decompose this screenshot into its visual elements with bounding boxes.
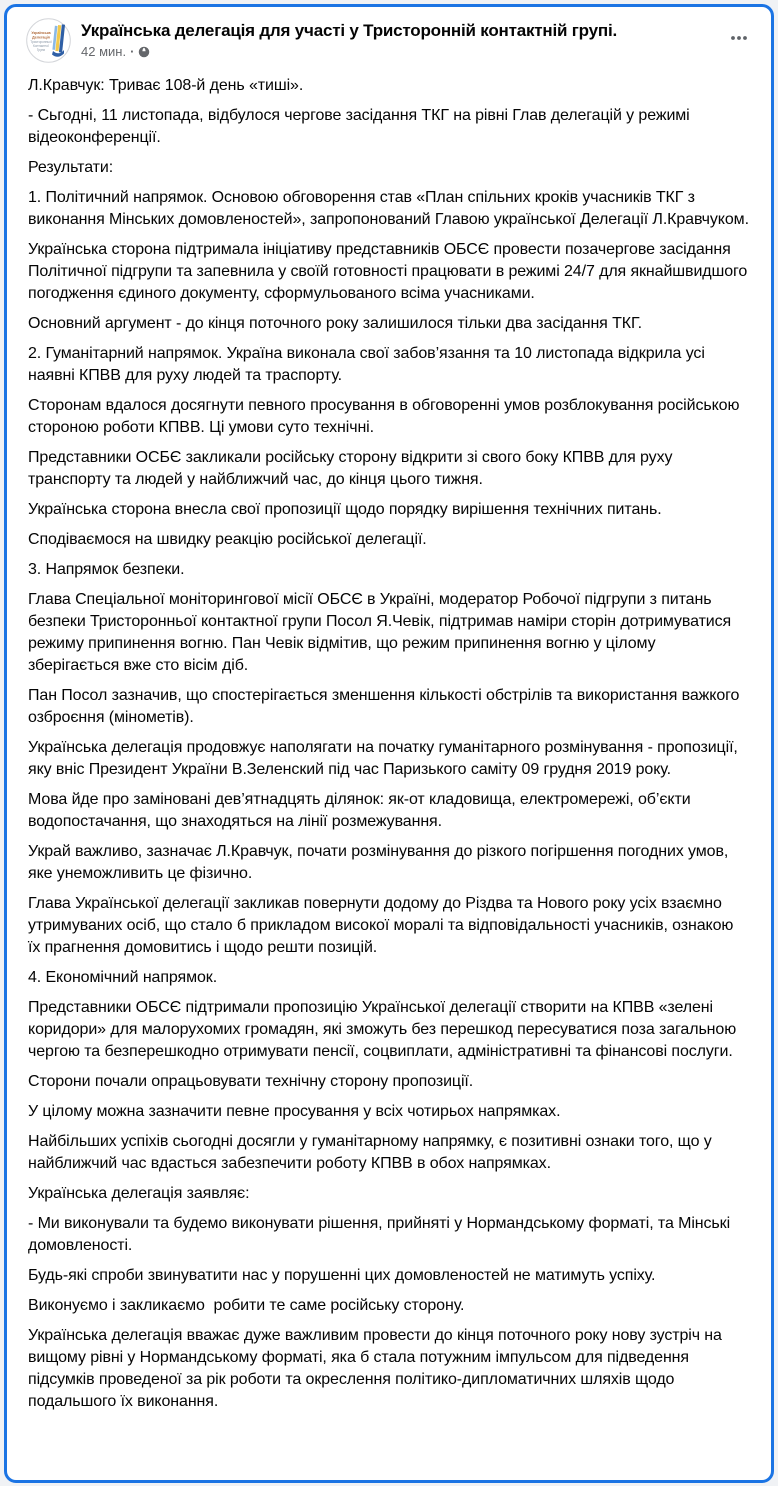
post-paragraph: Украй важливо, зазначає Л.Кравчук, почати розмінування до різкого погіршення погодних умов, яке унеможливить це фізично. — [28, 843, 733, 882]
svg-text:Групи: Групи — [36, 48, 46, 52]
post-paragraph: Л.Кравчук: Триває 108-й день «тиші». — [28, 77, 304, 94]
post-paragraph: Українська сторона внесла свої пропозиції щодо порядку вирішення технічних питань. — [28, 501, 662, 518]
post-paragraph: 3. Напрямок безпеки. — [28, 561, 185, 578]
post-body — [7, 63, 771, 1433]
post-paragraph: 1. Політичний напрямок. Основою обговорення став «План спільних кроків учасників ТКГ з виконання Мінських домовленостей», запропонований Главою української Делегації Л.Кравчуком. — [28, 189, 749, 228]
post-paragraph: Найбільших успіхів сьогодні досягли у гуманітарному напрямку, є позитивні ознаки того, що у найближчий час вдасться забезпечити роботу КПВВ в обох напрямках. — [28, 1133, 716, 1172]
post-paragraph: 4. Економічний напрямок. — [28, 969, 218, 986]
post-paragraph: Виконуємо і закликаємо робити те саме російську сторону. — [28, 1297, 465, 1314]
post-paragraph: 2. Гуманітарний напрямок. Україна виконала свої забов’язання та 10 листопада відкрила усі наявні КПВВ для руху людей та траспорту. — [28, 345, 710, 384]
post-paragraph: Сподіваємося на швидку реакцію російської делегації. — [28, 531, 427, 548]
post-paragraph: - Сьгодні, 11 листопада, відбулося чергове засідання ТКГ на рівні Глав делегацій у режимі відеоконференції. — [28, 107, 694, 146]
post-paragraph: Українська сторона підтримала ініціативу представників ОБСЄ провести позачергове засідання Політичної підгрупи та запевнила у своїй готовності працювати в режимі 24/7 для якнайшвидшого погодження єдиного документу, сформульованого всіма учасниками. — [28, 241, 752, 302]
post-header — [7, 7, 771, 63]
post-paragraph: Будь-які спроби звинуватити нас у порушенні цих домовленостей не матимуть успіху. — [28, 1267, 656, 1284]
post-paragraph: Мова йде про заміновані дев’ятнадцять ділянок: як-от кладовища, електромережі, об’єкти водопостачання, що знаходяться на лінії розмежування. — [28, 791, 695, 830]
post-paragraph: Українська делегація заявляє: — [28, 1185, 250, 1202]
svg-text:Делегація: Делегація — [32, 35, 50, 40]
svg-text:Тристоронньої: Тристоронньої — [30, 40, 52, 44]
globe-icon — [138, 46, 150, 58]
post-paragraph: Українська делегація продовжує наполягати на початку гуманітарного розмінування - пропозиції, яку вніс Президент України В.Зеленский під час Паризького саміту 09 грудня 2019 року. — [28, 739, 743, 778]
page-avatar[interactable] — [26, 18, 71, 63]
post-options-button[interactable] — [721, 20, 757, 56]
post-header-info — [81, 18, 721, 59]
page-logo-icon — [26, 18, 71, 63]
post-paragraph: Сторони почали опрацьовувати технічну сторону пропозиції. — [28, 1073, 474, 1090]
post-timestamp[interactable]: 42 мин. — [81, 44, 127, 59]
post-paragraph: Сторонам вдалося досягнути певного просування в обговоренні умов розблокування російською стороною роботи КПВВ. Ці умови суто технічні. — [28, 397, 744, 436]
ellipsis-icon — [729, 28, 749, 48]
post-paragraph: У цілому можна зазначити певне просування у всіх чотирьох напрямках. — [28, 1103, 561, 1120]
post-paragraph: Глава Української делегації закликав повернути додому до Різдва та Нового року усіх взаємно утримуваних осіб, що стало б прикладом високої моралі та відповідальності учасників, ознакою їх прагнення домовитись і щодо решти позицій. — [28, 895, 738, 956]
svg-text:Українська: Українська — [31, 31, 51, 35]
post-paragraph: Основний аргумент - до кінця поточного року залишилося тільки два засідання ТКГ. — [28, 315, 642, 332]
meta-separator: · — [130, 44, 135, 59]
post-paragraph: - Ми виконували та будемо виконувати рішення, прийняті у Нормандському форматі, та Мінські домовленості. — [28, 1215, 735, 1254]
post-paragraph: Українська делегація вважає дуже важливим провести до кінця поточного року нову зустріч на вищому рівні у Нормандському форматі, яка б стала потужним імпульсом для підведення підсумків проведеної за рік роботи та окреслення політико-дипломатичних шляхів щодо подальшого їх виконання. — [28, 1327, 727, 1410]
svg-text:Контактної: Контактної — [33, 44, 49, 48]
post-paragraph: Результати: — [28, 159, 114, 176]
facebook-post-card — [4, 4, 774, 1483]
post-meta — [81, 44, 721, 59]
post-paragraph: Представники ОСБЄ закликали російську сторону відкрити зі свого боку КПВВ для руху транспорту та людей у найближчий час, до кінця цього тижня. — [28, 449, 677, 488]
post-paragraph: Глава Спеціальної моніторингової місії ОБСЄ в Україні, модератор Робочої підгрупи з питань безпеки Тристоронньої контактної групи Посол Я.Чевік, підтримав наміри сторін дотримуватися режиму припинення вогню. Пан Чевік відмітив, що режим припинення вогню у цілому зберігається вже сто вісім діб. — [28, 591, 736, 674]
page-name-link[interactable]: Українська делегація для участі у Тристоронній контактній групі. — [81, 21, 617, 40]
post-paragraph: Представники ОБСЄ підтримали пропозицію Української делегації створити на КПВВ «зелені коридори» для малорухомих громадян, які зможуть без перешкод пересуватися поза загальною чергою та безперешкодно отримувати пенсії, соцвиплати, адміністративні та фінансові послуги. — [28, 999, 741, 1060]
post-paragraph: Пан Посол зазначив, що спостерігається зменшення кількості обстрілів та використання важкого озброєння (мінометів). — [28, 687, 744, 726]
